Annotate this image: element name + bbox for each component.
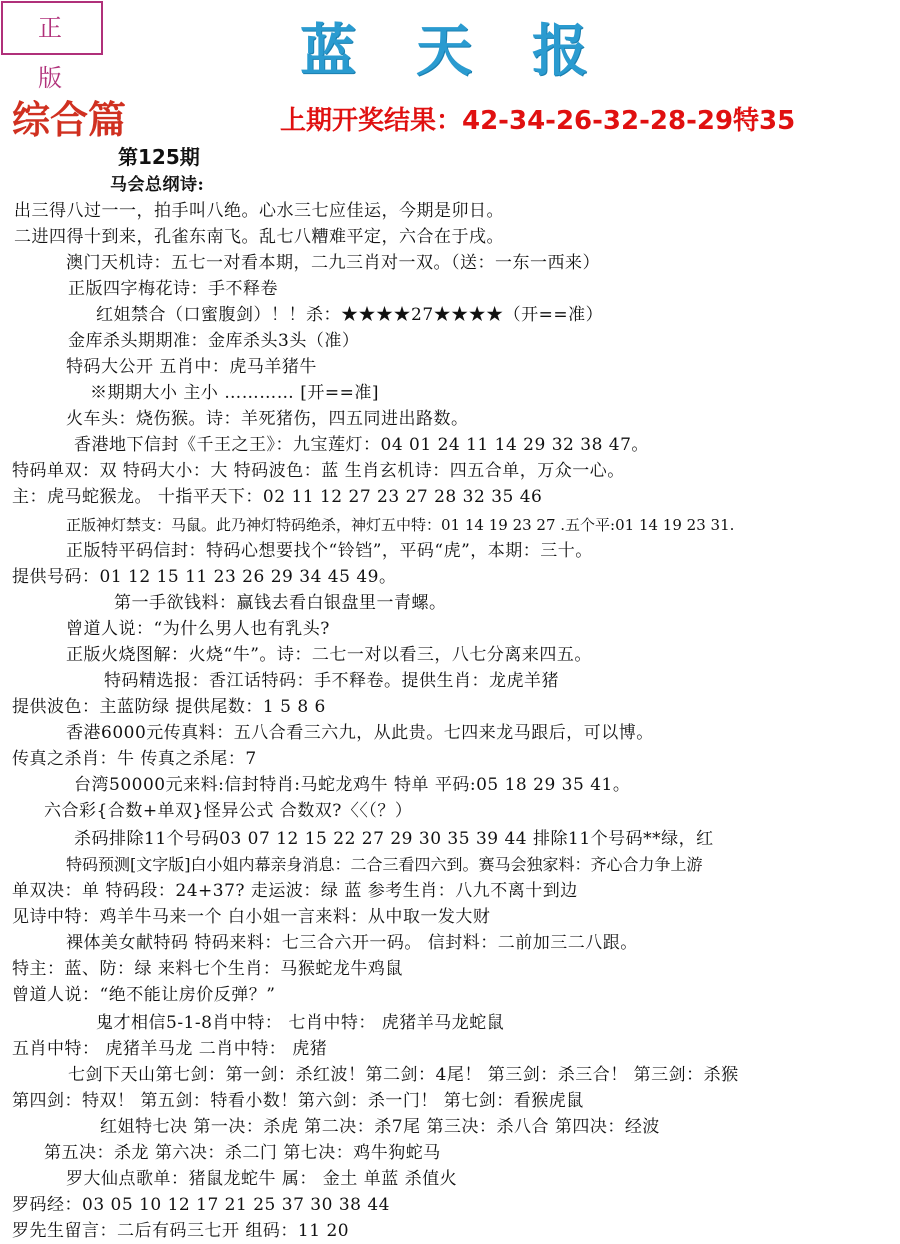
text-line: 正版火烧图解：火烧“牛”。诗：二七一对以看三，八七分离来四五。 — [66, 645, 592, 665]
text-line: 澳门天机诗：五七一对看本期，二九三肖对一双。（送：一东一西来） — [66, 253, 600, 273]
text-line: 特码大公开 五肖中：虎马羊猪牛 — [66, 357, 317, 377]
text-line: 罗码经：03 05 10 12 17 21 25 37 30 38 44 — [12, 1195, 390, 1215]
text-line: 红姐特七决 第一决：杀虎 第二决：杀7尾 第三决：杀八合 第四决：经波 — [100, 1117, 660, 1137]
text-line: 正版神灯禁支：马鼠。此乃神灯特码绝杀，神灯五中特：01 14 19 23 27 .五个平:01 14 19 23 31. — [66, 516, 735, 534]
text-line: 第五决：杀龙 第六决：杀二门 第七决：鸡牛狗蛇马 — [44, 1143, 441, 1163]
text-line: 杀码排除11个号码03 07 12 15 22 27 29 30 35 39 44 排除11个号码**绿，红 — [74, 829, 714, 849]
text-line: 五肖中特： 虎猪羊马龙 二肖中特： 虎猪 — [12, 1039, 328, 1059]
text-line: 台湾50000元来料:信封特肖:马蛇龙鸡牛 特单 平码:05 18 29 35 41。 — [74, 775, 631, 795]
text-line: 裸体美女献特码 特码来料：七三合六开一码。 信封料：二前加三二八跟。 — [66, 933, 638, 953]
text-line: 特码精选报：香江话特码：手不释卷。提供生肖：龙虎羊猪 — [104, 671, 559, 691]
text-line: 正版四字梅花诗：手不释卷 — [68, 279, 278, 299]
text-line: 特主：蓝、防：绿 来料七个生肖：马猴蛇龙牛鸡鼠 — [12, 959, 403, 979]
issue-number: 第125期 — [118, 145, 200, 169]
text-line: 特码单双：双 特码大小：大 特码波色：蓝 生肖玄机诗：四五合单，万众一心。 — [12, 461, 625, 481]
text-line: 火车头：烧伤猴。诗：羊死猪伤，四五同进出路数。 — [66, 409, 469, 429]
text-line: 提供波色：主蓝防绿 提供尾数：1 5 8 6 — [12, 697, 326, 717]
text-line: 曾道人说：“绝不能让房价反弹？” — [12, 985, 276, 1005]
text-line: 出三得八过一一，拍手叫八绝。心水三七应佳运，今期是卯日。 — [14, 201, 504, 221]
text-line: 香港6000元传真料：五八合看三六九，从此贵。七四来龙马跟后，可以博。 — [66, 723, 654, 743]
text-line: ※期期大小 主小 ………… [开==准] — [90, 383, 379, 403]
text-line: 二进四得十到来，孔雀东南飞。乱七八糟难平定，六合在于戌。 — [14, 227, 504, 247]
text-line: 红姐禁合（口蜜腹剑）！！杀：★★★★27★★★★（开==准） — [96, 305, 604, 325]
text-line: 特码预测[文字版]白小姐内幕亲身消息：二合三看四六到。赛马会独家料：齐心合力争上游 — [66, 855, 703, 874]
text-line: 第四剑：特双！ 第五剑：特看小数！第六剑：杀一门！ 第七剑：看猴虎鼠 — [12, 1091, 584, 1111]
text-line: 提供号码：01 12 15 11 23 26 29 34 45 49。 — [12, 567, 397, 587]
section-title: 综合篇 — [12, 97, 127, 142]
text-line: 主：虎马蛇猴龙。 十指平天下：02 11 12 27 23 27 28 32 35 46 — [12, 487, 543, 507]
masthead-title: 蓝天报 — [300, 18, 648, 84]
text-line: 马会总纲诗: — [110, 175, 205, 195]
last-draw-results: 上期开奖结果：42-34-26-32-28-29特35 — [280, 106, 796, 136]
text-line: 金库杀头期期准：金库杀头3头（准） — [68, 331, 360, 351]
text-line: 传真之杀肖：牛 传真之杀尾：7 — [12, 749, 257, 769]
authentic-stamp: 正 版 — [1, 1, 103, 55]
text-line: 七剑下天山第七剑：第一剑：杀红波！第二剑：4尾！ 第三剑：杀三合！ 第三剑：杀猴 — [68, 1065, 739, 1085]
text-line: 单双决：单 特码段：24+37? 走运波：绿 蓝 参考生肖：八九不离十到边 — [12, 881, 578, 901]
text-line: 正版特平码信封：特码心想要找个“铃铛”，平码“虎”，本期：三十。 — [66, 541, 593, 561]
text-line: 罗大仙点歌单：猪鼠龙蛇牛 属： 金土 单蓝 杀值火 — [66, 1169, 458, 1189]
text-line: 香港地下信封《千王之王》：九宝莲灯：04 01 24 11 14 29 32 38 47。 — [74, 435, 649, 455]
text-line: 六合彩{合数+单双}怪异公式 合数双?〈〈（？） — [44, 801, 413, 821]
text-line: 罗先生留言：二后有码三七开 组码：11 20 — [12, 1221, 350, 1241]
text-line: 见诗中特：鸡羊牛马来一个 白小姐一言来料：从中取一发大财 — [12, 907, 491, 927]
text-line: 曾道人说：“为什么男人也有乳头? — [66, 619, 330, 639]
text-line: 第一手欲钱料：赢钱去看白银盘里一青螺。 — [114, 593, 447, 613]
text-line: 鬼才相信5-1-8肖中特： 七肖中特： 虎猪羊马龙蛇鼠 — [96, 1013, 505, 1033]
